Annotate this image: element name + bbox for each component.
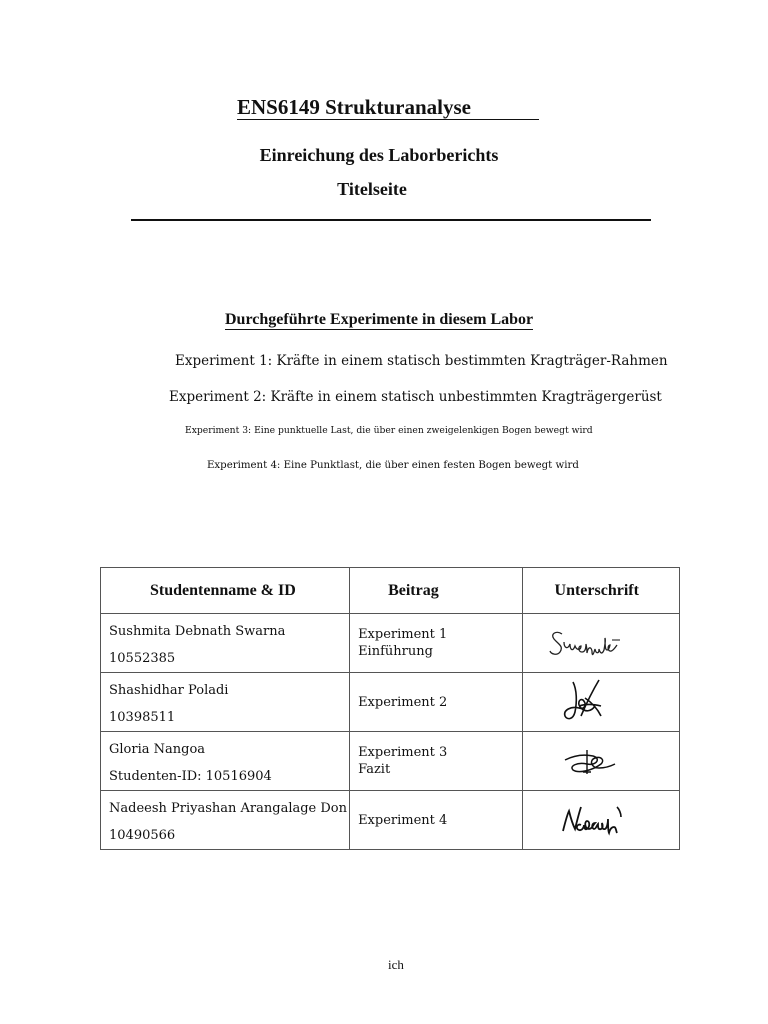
- header-student-name: Studentenname & ID: [101, 568, 350, 614]
- student-name: Sushmita Debnath Swarna: [109, 624, 286, 639]
- experiment-item-2: Experiment 2: Kräfte in einem statisch unbestimmten Kragträgergerüst: [169, 389, 662, 405]
- student-id: 10490566: [109, 828, 176, 843]
- signature-cell: [522, 791, 679, 850]
- table-header-row: [101, 568, 680, 614]
- student-table: [100, 567, 680, 850]
- experiment-item-1: Experiment 1: Kräfte in einem statisch bestimmten Kragträger-Rahmen: [175, 353, 668, 369]
- contribution-cell: [350, 614, 522, 673]
- signature-sushmita: [548, 626, 638, 660]
- student-cell: [101, 673, 350, 732]
- student-name: Gloria Nangoa: [109, 742, 206, 757]
- table-row: [101, 673, 680, 732]
- signature-cell: [522, 614, 679, 673]
- contribution-line: Experiment 3: [358, 745, 448, 760]
- course-title: ENS6149 Strukturanalyse: [237, 95, 539, 120]
- student-cell: [101, 614, 350, 673]
- contribution-line: Einführung: [358, 644, 433, 659]
- signature-gloria: [561, 744, 621, 778]
- signature-cell: [522, 673, 679, 732]
- page-type-title: Titelseite: [337, 179, 407, 199]
- student-name: Shashidhar Poladi: [109, 683, 229, 698]
- student-id: Studenten-ID: 10516904: [109, 769, 272, 784]
- experiments-heading: Durchgeführte Experimente in diesem Labor: [225, 311, 534, 328]
- student-id: 10398511: [109, 710, 176, 725]
- contribution-cell: [350, 732, 522, 791]
- table-row: [101, 614, 680, 673]
- contribution-line: Experiment 1: [358, 627, 448, 642]
- page-number: ich: [388, 957, 404, 972]
- student-cell: [101, 791, 350, 850]
- student-name: Nadeesh Priyashan Arangalage Don: [109, 801, 347, 816]
- table-row: [101, 732, 680, 791]
- report-subtitle: Einreichung des Laborberichts: [259, 145, 499, 165]
- header-contribution: Beitrag: [350, 568, 522, 614]
- header-divider: [131, 219, 651, 221]
- experiment-item-3: Experiment 3: Eine punktuelle Last, die über einen zweigelenkigen Bogen bewegt wird: [185, 425, 593, 436]
- contribution-line: Experiment 2: [358, 694, 448, 710]
- contribution-cell: [350, 673, 522, 732]
- contribution-line: Experiment 4: [358, 812, 448, 828]
- experiment-item-4: Experiment 4: Eine Punktlast, die über einen festen Bogen bewegt wird: [207, 460, 579, 471]
- contribution-line: Fazit: [358, 762, 391, 777]
- signature-nadeesh: [559, 803, 639, 837]
- signature-cell: [522, 732, 679, 791]
- student-cell: [101, 732, 350, 791]
- header-signature: Unterschrift: [522, 568, 679, 614]
- student-id: 10552385: [109, 651, 176, 666]
- signature-shashidhar: [555, 678, 615, 726]
- contribution-cell: [350, 791, 522, 850]
- table-row: [101, 791, 680, 850]
